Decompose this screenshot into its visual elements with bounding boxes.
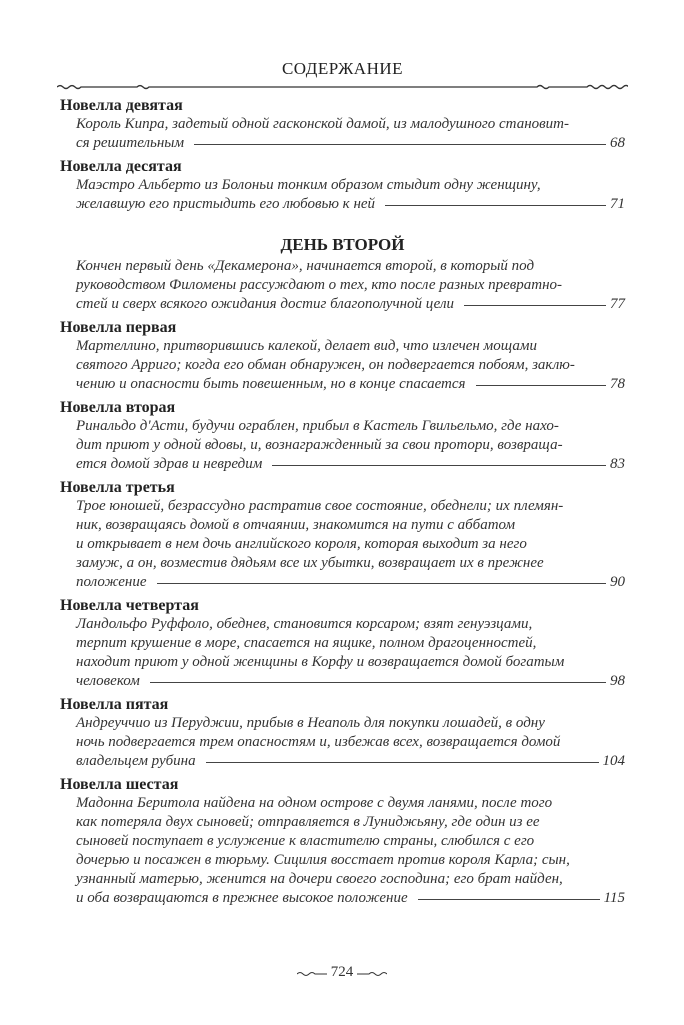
entry-description: [60, 115, 625, 153]
description-line: чению и опасности быть повешенным, но в конце спасается: [76, 376, 466, 392]
swash-left-ornament: [297, 963, 327, 983]
description-last-line: [76, 752, 625, 771]
toc-entry[interactable]: [60, 96, 625, 153]
description-last-line: [76, 195, 625, 214]
entry-description: [60, 417, 625, 474]
description-last-line: [76, 455, 625, 474]
entry-title: Новелла девятая: [60, 97, 183, 114]
description-line: ется домой здрав и невредим: [76, 456, 263, 472]
description-line: замуж, а он, возместив дядьям все их убытки, возвращает их в прежнее: [76, 555, 544, 571]
description-last-line: [76, 573, 625, 592]
description-line: человеком: [76, 673, 140, 689]
entry-page-number: 71: [610, 196, 625, 212]
toc-entry[interactable]: [60, 257, 625, 314]
entry-description: [60, 615, 625, 691]
description-line: Ринальдо д'Асти, будучи ограблен, прибыл в Кастель Гвильельмо, где нахо-: [76, 418, 559, 434]
description-line: и открывает в нем дочь английского короля, которая выходит за него: [76, 536, 527, 552]
dot-leader: [150, 681, 606, 683]
description-last-line: [76, 375, 625, 394]
description-line: желавшую его пристыдить его любовью к ней: [76, 196, 376, 212]
toc-entry[interactable]: [60, 398, 625, 474]
entry-description: [60, 337, 625, 394]
description-line: находит приют у одной женщины в Корфу и возвращается домой богатым: [76, 654, 565, 670]
toc-entry[interactable]: [60, 157, 625, 214]
entry-title: Новелла пятая: [60, 696, 169, 713]
entry-page-number: 68: [610, 135, 625, 151]
entry-description: [60, 257, 625, 314]
page-footer: [0, 962, 684, 982]
description-line: сыновей поступает в услужение к властителю страны, слюбился с его: [76, 833, 535, 849]
dot-leader: [206, 761, 599, 763]
entry-page-number: 78: [610, 376, 625, 392]
description-line: Мартеллино, притворившись калекой, делает вид, что излечен мощами: [76, 338, 537, 354]
description-last-line: [76, 134, 625, 153]
description-last-line: [76, 672, 625, 691]
entry-page-number: 83: [610, 456, 625, 472]
description-line: стей и сверх всякого ожидания достиг благополучной цели: [76, 296, 455, 312]
description-line: ся решительным: [76, 135, 185, 151]
description-line: святого Арриго; когда его обман обнаружен, он подвергается побоям, заклю-: [76, 357, 575, 373]
toc-entry[interactable]: [60, 318, 625, 394]
toc-entry[interactable]: [60, 695, 625, 771]
entry-title: Новелла третья: [60, 479, 175, 496]
dot-leader: [157, 582, 607, 584]
description-line: и оба возвращаются в прежнее высокое положение: [76, 890, 408, 906]
entry-title: Новелла шестая: [60, 776, 179, 793]
entry-description: [60, 794, 625, 908]
entry-page-number: 98: [610, 673, 625, 689]
description-line: дочерью и посажен в тюрьму. Сицилия восстает против короля Карла; сын,: [76, 852, 570, 868]
description-line: Король Кипра, задетый одной гасконской дамой, из малодушного становит-: [76, 116, 569, 132]
entry-page-number: 115: [603, 890, 625, 906]
description-line: Маэстро Альберто из Болоньи тонким образом стыдит одну женщину,: [76, 177, 541, 193]
dot-leader: [194, 143, 606, 145]
entry-page-number: 90: [610, 574, 625, 590]
description-line: узнанный матерью, женится на дочери своего господина; его брат найден,: [76, 871, 563, 887]
description-line: Мадонна Беритола найдена на одном острове с двумя ланями, после того: [76, 795, 553, 811]
description-line: Андреуччио из Перуджии, прибыв в Неаполь для покупки лошадей, в одну: [76, 715, 545, 731]
entry-title: Новелла десятая: [60, 158, 182, 175]
toc-sections: [60, 96, 625, 908]
entry-description: [60, 714, 625, 771]
entry-title: Новелла четвертая: [60, 597, 199, 614]
entry-description: [60, 497, 625, 592]
entry-description: [60, 176, 625, 214]
description-line: Ландольфо Руффоло, обеднев, становится корсаром; взят генуэзцами,: [76, 616, 533, 632]
page-number: 724: [330, 964, 354, 980]
ornamental-rule: [57, 82, 628, 90]
toc-page: [60, 58, 625, 912]
description-line: Трое юношей, безрассудно растратив свое состояние, обеднели; их племян-: [76, 498, 564, 514]
description-last-line: [76, 889, 625, 908]
description-line: руководством Филомены рассуждают о тех, кто после разных превратно-: [76, 277, 563, 293]
description-line: ночь подвергается трем опасностям и, избежав всех, возвращается домой: [76, 734, 561, 750]
day-heading: ДЕНЬ ВТОРОЙ: [280, 235, 405, 254]
entry-title: Новелла первая: [60, 319, 177, 336]
description-line: ник, возвращаясь домой в отчаянии, знакомится на пути с аббатом: [76, 517, 516, 533]
description-line: Кончен первый день «Декамерона», начинается второй, в который под: [76, 258, 535, 274]
toc-entry[interactable]: [60, 596, 625, 691]
dot-leader: [385, 204, 606, 206]
toc-entry[interactable]: [60, 775, 625, 908]
swash-right-ornament: [357, 963, 387, 983]
entry-page-number: 104: [602, 753, 625, 769]
description-line: дит приют у одной вдовы, и, вознагражденный за свои протори, возвраща-: [76, 437, 563, 453]
page-header-title: СОДЕРЖАНИЕ: [281, 59, 404, 78]
description-line: владельцем рубина: [76, 753, 196, 769]
description-line: терпит крушение в море, спасается на ящике, полном драгоценностей,: [76, 635, 537, 651]
dot-leader: [476, 384, 606, 386]
dot-leader: [418, 898, 600, 900]
dot-leader: [272, 464, 606, 466]
entry-page-number: 77: [610, 296, 625, 312]
description-line: положение: [76, 574, 147, 590]
description-last-line: [76, 295, 625, 314]
toc-entry[interactable]: [60, 478, 625, 592]
dot-leader: [464, 304, 606, 306]
entry-title: Новелла вторая: [60, 399, 176, 416]
description-line: как потеряла двух сыновей; отправляется в Луниджьяну, где один из ее: [76, 814, 540, 830]
